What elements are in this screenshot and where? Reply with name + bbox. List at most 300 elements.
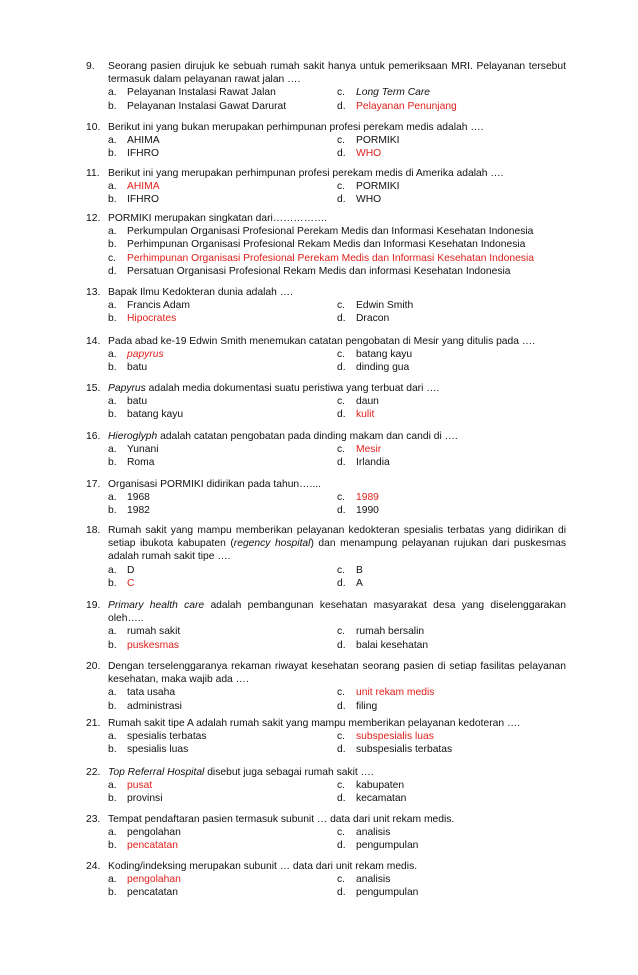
answer-option (108, 873, 337, 886)
option-letter: c. (337, 564, 346, 576)
question-text (108, 478, 566, 491)
option-letter: c. (337, 827, 346, 839)
option-text: analisis (356, 874, 391, 886)
option-text-correct: puskesmas (127, 639, 180, 651)
option-letter: a. (108, 349, 117, 361)
answer-option (108, 792, 337, 805)
option-text-correct: kulit (356, 409, 375, 421)
option-letter: d. (337, 457, 346, 469)
option-row (108, 443, 566, 456)
answer-option (337, 491, 566, 504)
question-number: 19. (86, 600, 101, 611)
option-letter: c. (337, 492, 346, 504)
answer-options (108, 564, 566, 590)
option-text: provinsi (127, 793, 163, 805)
answer-option (108, 225, 533, 238)
option-letter: d. (337, 744, 346, 756)
option-letter: c. (337, 349, 346, 361)
option-text: pengumpulan (356, 887, 419, 899)
question-text (108, 212, 566, 225)
option-text: 1990 (356, 505, 379, 517)
answer-option (337, 700, 566, 713)
option-letter: b. (108, 239, 117, 251)
option-letter: a. (108, 564, 117, 576)
option-text: dinding gua (356, 362, 410, 374)
answer-option (108, 456, 337, 469)
answer-option (108, 147, 337, 160)
option-text: batu (127, 362, 148, 374)
option-text: pengolahan (127, 827, 181, 839)
option-letter: d. (337, 700, 346, 712)
answer-options (108, 299, 566, 325)
option-letter: c. (337, 87, 346, 99)
option-letter: a. (108, 135, 117, 147)
answer-option (337, 193, 566, 206)
option-text: IFHRO (127, 148, 160, 160)
question-text-segment: Berikut ini yang merupakan perhimpunan profesi perekam medis di Amerika adalah …. (108, 168, 504, 179)
answer-option (337, 639, 566, 652)
answer-option (337, 180, 566, 193)
answer-options (108, 348, 566, 374)
option-row (108, 625, 566, 638)
answer-option (108, 312, 337, 325)
answer-option (337, 826, 566, 839)
option-text: kecamatan (356, 793, 407, 805)
option-text: batang kayu (356, 349, 413, 361)
answer-option (337, 408, 566, 421)
answer-option (108, 639, 337, 652)
answer-option (108, 779, 337, 792)
answer-option (337, 504, 566, 517)
option-row (108, 564, 566, 577)
option-letter: d. (337, 887, 346, 899)
option-letter: a. (108, 687, 117, 699)
option-row (108, 299, 566, 312)
option-letter: a. (108, 827, 117, 839)
question-text-segment: adalah pembangunan kesehatan masyarakat desa yang diselenggarakan oleh….. (108, 600, 566, 625)
question-text (108, 766, 566, 779)
option-row (108, 779, 566, 792)
option-letter: d. (337, 313, 346, 325)
italic-term: Hieroglyph (108, 431, 158, 442)
option-text-correct: Perhimpunan Organisasi Profesional Perekam Medis dan Informasi Kesehatan Indonesia (127, 252, 534, 264)
answer-option (108, 577, 337, 590)
question-item (86, 382, 566, 422)
answer-option (337, 577, 566, 590)
question-text (108, 60, 566, 86)
question-number: 20. (86, 661, 101, 672)
option-letter: a. (108, 396, 117, 408)
option-letter: d. (337, 505, 346, 517)
option-text: PORMIKI (356, 181, 400, 193)
question-number: 13. (86, 287, 101, 298)
option-letter: b. (108, 148, 117, 160)
question-text-segment: Koding/indeksing merupakan subunit … data dari unit rekam medis. (108, 861, 418, 872)
question-text-segment: Bapak Ilmu Kedokteran dunia adalah …. (108, 287, 293, 298)
question-number: 21. (86, 718, 101, 729)
option-text: WHO (356, 194, 382, 206)
question-number: 23. (86, 814, 101, 825)
answer-option (108, 491, 337, 504)
answer-option (337, 86, 566, 99)
answer-options (108, 779, 566, 805)
answer-options (108, 180, 566, 206)
option-text-correct: WHO (356, 148, 382, 160)
answer-option (108, 408, 337, 421)
option-row (108, 792, 566, 805)
question-text (108, 660, 566, 686)
option-letter: a. (108, 492, 117, 504)
answer-option (337, 873, 566, 886)
question-text-segment: PORMIKI merupakan singkatan dari……………. (108, 213, 328, 224)
option-text: rumah sakit (127, 626, 181, 638)
question-text (108, 335, 566, 348)
option-text: Perkumpulan Organisasi Profesional Perekam Medis dan Informasi Kesehatan Indonesia (127, 226, 534, 238)
answer-option (108, 743, 337, 756)
option-letter: d. (337, 639, 346, 651)
option-letter: c. (108, 252, 117, 264)
answer-option (337, 730, 566, 743)
option-letter: c. (337, 396, 346, 408)
answer-options (108, 730, 566, 756)
option-text: spesialis terbatas (127, 731, 207, 743)
question-number: 15. (86, 383, 101, 394)
option-text: Perhimpunan Organisasi Profesional Rekam Medis dan Informasi Kesehatan Indonesia (127, 239, 526, 251)
question-item (86, 121, 566, 161)
option-row (108, 395, 566, 408)
option-letter: b. (108, 840, 117, 852)
question-text-segment: ) dan menampung pelayanan rujukan dari puskesmas adalah rumah sakit tipe …. (108, 538, 567, 563)
option-row (108, 700, 566, 713)
option-text: D (127, 564, 135, 576)
option-text-correct: Mesir (356, 444, 382, 456)
question-text (108, 430, 566, 443)
answer-option (337, 443, 566, 456)
answer-option (108, 504, 337, 517)
option-text: pencatatan (127, 887, 178, 899)
question-item (86, 813, 566, 853)
option-text: filing (356, 700, 378, 712)
question-item (86, 524, 566, 590)
answer-option (337, 839, 566, 852)
question-text-segment: Organisasi PORMIKI didirikan pada tahun….... (108, 479, 321, 490)
italic-term: Papyrus (108, 383, 146, 394)
option-text: A (356, 577, 363, 589)
answer-option (108, 564, 337, 577)
option-text: analisis (356, 827, 391, 839)
answer-option (337, 564, 566, 577)
option-text-correct: pengolahan (127, 874, 181, 886)
question-number: 24. (86, 861, 101, 872)
option-row (108, 147, 566, 160)
option-letter: a. (108, 181, 117, 193)
answer-options (108, 625, 566, 651)
question-number: 18. (86, 525, 101, 536)
option-letter: a. (108, 874, 117, 886)
option-text: Edwin Smith (356, 300, 414, 312)
answer-option (337, 456, 566, 469)
option-text: B (356, 564, 363, 576)
question-text-segment: Berikut ini yang bukan merupakan perhimpunan profesi perekam medis adalah …. (108, 122, 484, 133)
option-letter: c. (337, 444, 346, 456)
question-item (86, 599, 566, 652)
answer-option (337, 100, 566, 113)
answer-option (108, 100, 337, 113)
option-text: Dracon (356, 313, 390, 325)
answer-options (108, 686, 566, 712)
question-text (108, 167, 566, 180)
question-item (86, 860, 566, 900)
answer-option (108, 730, 337, 743)
answer-option (108, 193, 337, 206)
option-text-correct: AHIMA (127, 181, 160, 193)
question-text (108, 286, 566, 299)
question-item (86, 335, 566, 375)
answer-options (108, 134, 566, 160)
option-row (108, 839, 566, 852)
question-text-segment: Seorang pasien dirujuk ke sebuah rumah sakit hanya untuk pemeriksaan MRI. Pelayanan tersebut termasuk dalam pelayanan rawat jalan …. (108, 61, 566, 86)
option-text-correct: unit rekam medis (356, 687, 435, 699)
question-number: 17. (86, 479, 101, 490)
option-text: pengumpulan (356, 840, 419, 852)
option-letter: a. (108, 780, 117, 792)
option-letter: c. (337, 780, 346, 792)
question-text (108, 524, 566, 564)
option-text-correct: 1989 (356, 492, 379, 504)
option-text: IFHRO (127, 194, 160, 206)
option-text: AHIMA (127, 135, 160, 147)
option-row (108, 826, 566, 839)
question-number: 11. (86, 168, 100, 179)
answer-options (108, 395, 566, 421)
answer-option (337, 792, 566, 805)
answer-option (108, 625, 337, 638)
option-text: spesialis luas (127, 744, 189, 756)
option-text: subspesialis terbatas (356, 744, 453, 756)
question-number: 9. (86, 61, 95, 72)
option-text-correct: Pelayanan Penunjang (356, 100, 457, 112)
question-text-segment: adalah catatan pengobatan pada dinding makam dan candi di …. (157, 431, 458, 442)
option-row (108, 252, 566, 265)
option-row (108, 504, 566, 517)
option-letter: d. (337, 100, 346, 112)
option-text-correct: pusat (127, 780, 153, 792)
answer-option (108, 134, 337, 147)
option-text: 1968 (127, 492, 150, 504)
option-letter: d. (337, 148, 346, 160)
question-text (108, 717, 566, 730)
question-number: 14. (86, 336, 101, 347)
option-letter: a. (108, 226, 117, 238)
option-row (108, 686, 566, 699)
option-row (108, 348, 566, 361)
question-text (108, 121, 566, 134)
option-text: Yunani (127, 444, 159, 456)
question-item (86, 717, 566, 757)
option-letter: b. (108, 700, 117, 712)
option-letter: a. (108, 731, 117, 743)
option-letter: b. (108, 577, 117, 589)
answer-options (108, 491, 566, 517)
option-row (108, 312, 566, 325)
option-letter: b. (108, 457, 117, 469)
option-text: administrasi (127, 700, 182, 712)
option-text-correct: papyrus (127, 349, 164, 361)
option-letter: b. (108, 793, 117, 805)
answer-option (108, 395, 337, 408)
option-text: Irlandia (356, 457, 390, 469)
option-letter: b. (108, 100, 117, 112)
option-text: kabupaten (356, 780, 405, 792)
option-letter: b. (108, 313, 117, 325)
option-letter: b. (108, 194, 117, 206)
option-letter: a. (108, 626, 117, 638)
answer-option (337, 743, 566, 756)
option-letter: d. (337, 409, 346, 421)
question-number: 12. (86, 213, 101, 224)
answer-options (108, 225, 566, 278)
option-letter: d. (337, 362, 346, 374)
question-text-segment: Dengan terselenggaranya rekaman riwayat kesehatan seorang pasien di setiap fasilitas pelayanan kesehatan, maka wajib ada …. (108, 661, 566, 686)
option-text-correct: C (127, 577, 135, 589)
option-text: daun (356, 396, 379, 408)
option-text: Pelayanan Instalasi Gawat Darurat (127, 100, 287, 112)
question-text-segment: disebut juga sebagai rumah sakit …. (204, 767, 374, 778)
option-text: Roma (127, 457, 155, 469)
option-row (108, 238, 566, 251)
answer-option (108, 826, 337, 839)
option-row (108, 225, 566, 238)
question-text (108, 382, 566, 395)
question-text (108, 599, 566, 625)
option-row (108, 100, 566, 113)
answer-option (337, 686, 566, 699)
option-letter: d. (108, 265, 117, 277)
option-text: tata usaha (127, 687, 176, 699)
italic-term: Top Referral Hospital (108, 767, 205, 778)
option-text: Francis Adam (127, 300, 190, 312)
question-item (86, 430, 566, 470)
question-text-segment: Rumah sakit yang mampu memberikan pelayanan kedokteran spesialis terbatas yang didirikan di setiap ibukota kabupaten ( (108, 525, 566, 550)
option-letter: c. (337, 135, 346, 147)
option-letter: c. (337, 874, 346, 886)
question-text-segment: Tempat pendaftaran pasien termasuk subunit … data dari unit rekam medis. (108, 814, 455, 825)
option-letter: b. (108, 505, 117, 517)
option-row (108, 86, 566, 99)
question-item (86, 212, 566, 278)
question-item (86, 286, 566, 326)
question-number: 16. (86, 431, 101, 442)
option-text-correct: subspesialis luas (356, 731, 434, 743)
answer-option (108, 361, 337, 374)
answer-option (108, 299, 337, 312)
option-row (108, 265, 566, 278)
question-item (86, 660, 566, 713)
answer-option (337, 625, 566, 638)
option-letter: a. (108, 87, 117, 99)
italic-term: Primary health care (108, 600, 205, 611)
answer-option (337, 147, 566, 160)
answer-option (108, 700, 337, 713)
option-letter: b. (108, 639, 117, 651)
option-letter: a. (108, 444, 117, 456)
option-row (108, 730, 566, 743)
option-row (108, 743, 566, 756)
answer-option (108, 265, 510, 278)
question-item (86, 478, 566, 518)
answer-option (337, 134, 566, 147)
option-text: Long Term Care (356, 87, 431, 99)
question-text-segment: Pada abad ke-19 Edwin Smith menemukan catatan pengobatan di Mesir yang ditulis pada …. (108, 336, 536, 347)
option-letter: c. (337, 626, 346, 638)
answer-option (108, 839, 337, 852)
option-letter: d. (337, 577, 346, 589)
option-letter: d. (337, 194, 346, 206)
answer-option (108, 348, 337, 361)
answer-option (337, 348, 566, 361)
option-text: balai kesehatan (356, 639, 429, 651)
answer-options (108, 443, 566, 469)
option-letter: d. (337, 840, 346, 852)
question-text-segment: adalah media dokumentasi suatu peristiwa yang terbuat dari …. (145, 383, 440, 394)
answer-option (108, 443, 337, 456)
option-row (108, 873, 566, 886)
answer-option (337, 299, 566, 312)
option-row (108, 491, 566, 504)
answer-options (108, 86, 566, 112)
answer-option (108, 180, 337, 193)
option-letter: c. (337, 181, 346, 193)
option-letter: c. (337, 687, 346, 699)
answer-option (108, 686, 337, 699)
answer-option (337, 312, 566, 325)
option-row (108, 577, 566, 590)
answer-option (108, 86, 337, 99)
option-row (108, 456, 566, 469)
option-row (108, 408, 566, 421)
answer-option (108, 886, 337, 899)
option-letter: c. (337, 731, 346, 743)
option-row (108, 886, 566, 899)
answer-option (337, 886, 566, 899)
option-text: rumah bersalin (356, 626, 425, 638)
option-letter: b. (108, 362, 117, 374)
option-row (108, 180, 566, 193)
answer-option (108, 238, 525, 251)
option-letter: b. (108, 744, 117, 756)
question-text (108, 860, 566, 873)
answer-option (337, 779, 566, 792)
answer-options (108, 826, 566, 852)
answer-option (108, 252, 534, 265)
question-number: 22. (86, 767, 101, 778)
option-text: Persatuan Organisasi Profesional Rekam Medis dan informasi Kesehatan Indonesia (127, 265, 511, 277)
option-text: batu (127, 396, 148, 408)
option-letter: d. (337, 793, 346, 805)
answer-option (337, 361, 566, 374)
answer-options (108, 873, 566, 899)
option-text-correct: Hipocrates (127, 313, 177, 325)
question-number: 10. (86, 122, 101, 133)
option-text: PORMIKI (356, 135, 400, 147)
option-row (108, 134, 566, 147)
option-row (108, 639, 566, 652)
question-item (86, 60, 566, 113)
option-text: batang kayu (127, 409, 184, 421)
question-item (86, 167, 566, 207)
option-letter: c. (337, 300, 346, 312)
italic-term: regency hospital (233, 538, 311, 550)
